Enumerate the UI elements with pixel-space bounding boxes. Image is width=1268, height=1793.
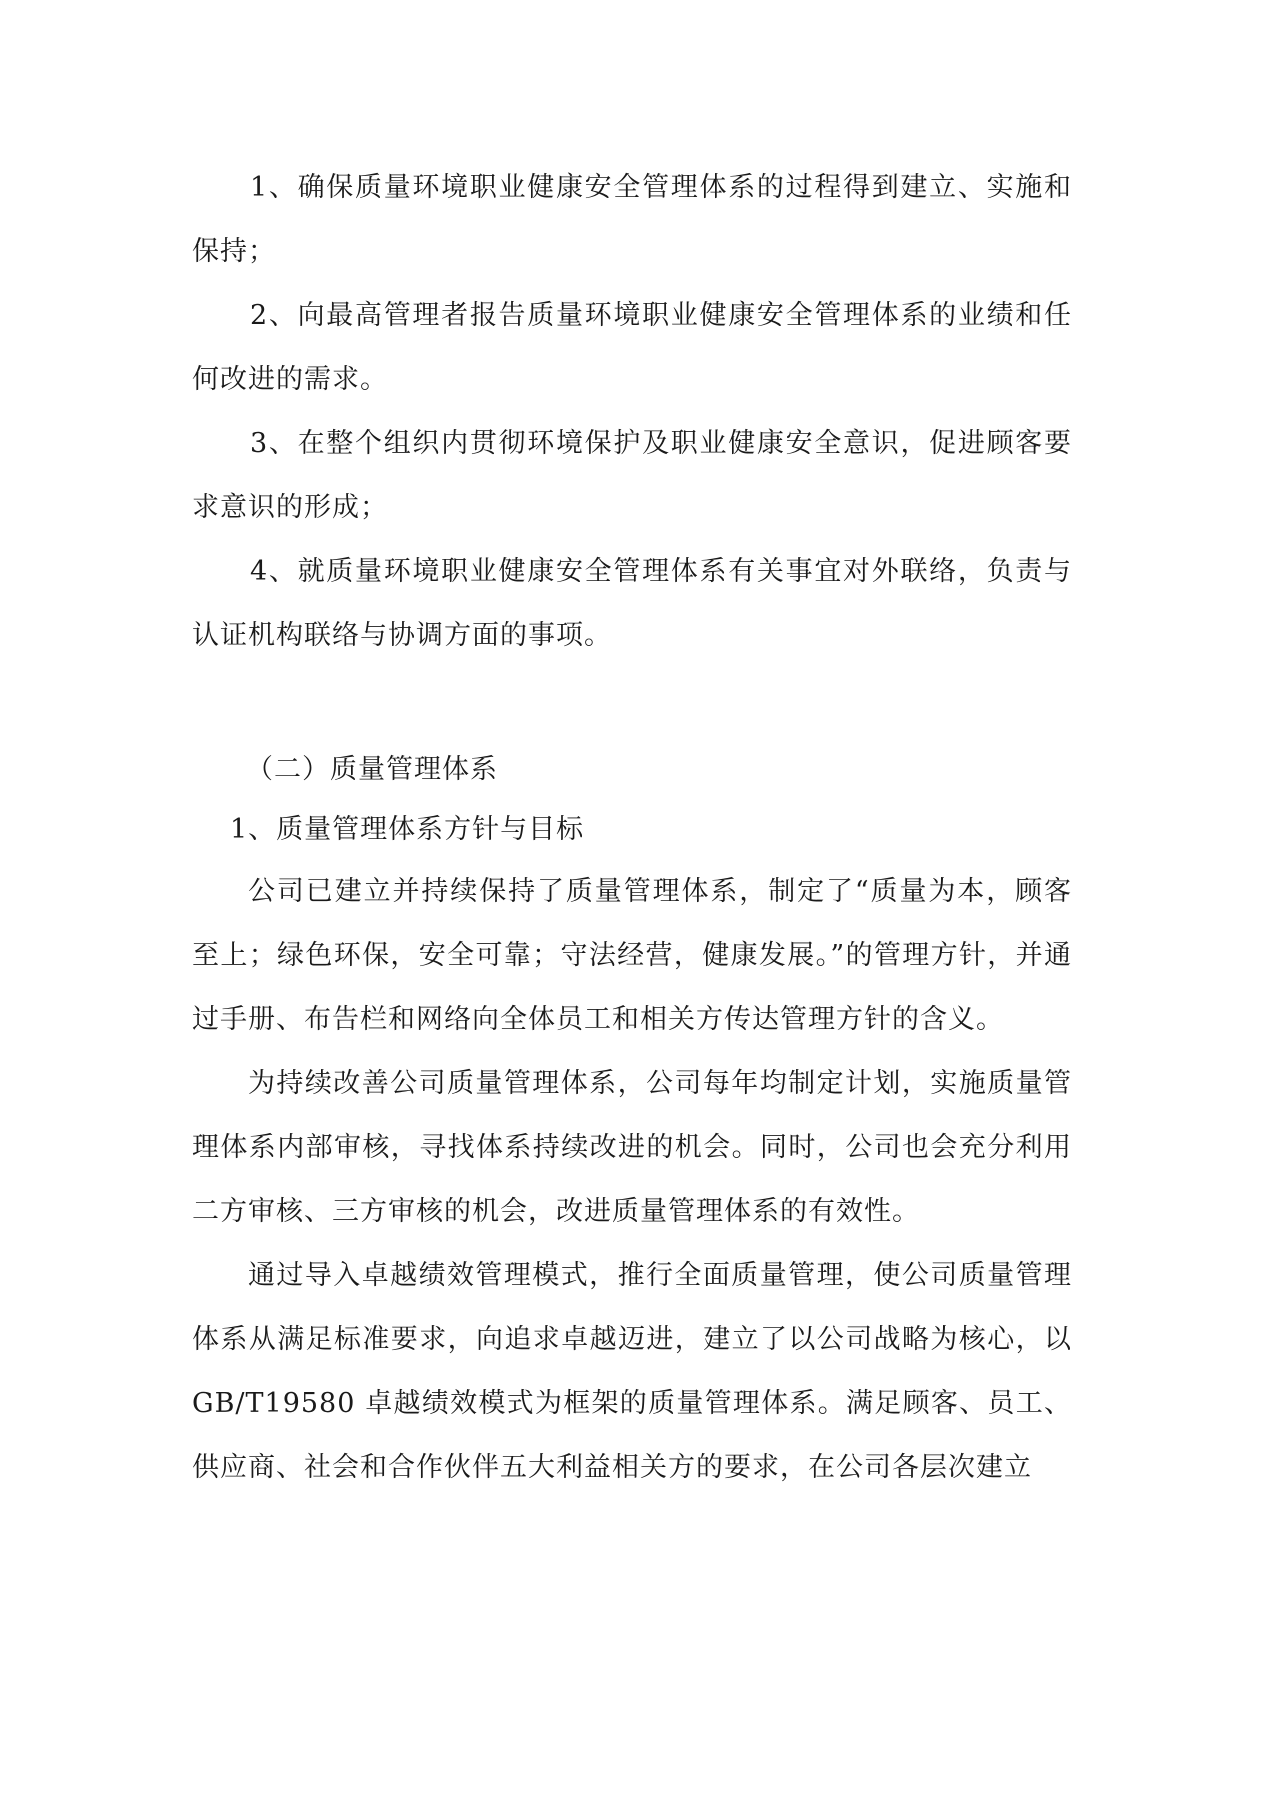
list-item-2: 2、向最高管理者报告质量环境职业健康安全管理体系的业绩和任何改进的需求。 <box>192 300 1072 395</box>
list-item-3: 3、在整个组织内贯彻环境保护及职业健康安全意识，促进顾客要求意识的形成； <box>192 428 1072 523</box>
sub-heading: 1、质量管理体系方针与目标 <box>230 814 585 845</box>
list-item-1: 1、确保质量环境职业健康安全管理体系的过程得到建立、实施和保持； <box>192 172 1072 267</box>
section-heading: （二）质量管理体系 <box>246 754 498 785</box>
list-item-4: 4、就质量环境职业健康安全管理体系有关事宜对外联络，负责与认证机构联络与协调方面的事项。 <box>192 556 1072 651</box>
section-gap <box>192 668 1072 740</box>
body-paragraph-1: 公司已建立并持续保持了质量管理体系，制定了“质量为本，顾客至上；绿色环保，安全可靠；守法经营，健康发展。”的管理方针，并通过手册、布告栏和网络向全体员工和相关方传达管理方针的含义。 <box>192 876 1072 1035</box>
page-content <box>192 156 1072 1500</box>
body-paragraph-3: 通过导入卓越绩效管理模式，推行全面质量管理，使公司质量管理体系从满足标准要求，向追求卓越迈进，建立了以公司战略为核心，以 GB/T19580 卓越绩效模式为框架的质量管理体系。满足顾客、员工、供应商、社会和合作伙伴五大利益相关方的要求，在公司各层次建立 <box>192 1260 1072 1483</box>
body-paragraph-2: 为持续改善公司质量管理体系，公司每年均制定计划，实施质量管理体系内部审核，寻找体系持续改进的机会。同时，公司也会充分利用二方审核、三方审核的机会，改进质量管理体系的有效性。 <box>192 1068 1072 1227</box>
